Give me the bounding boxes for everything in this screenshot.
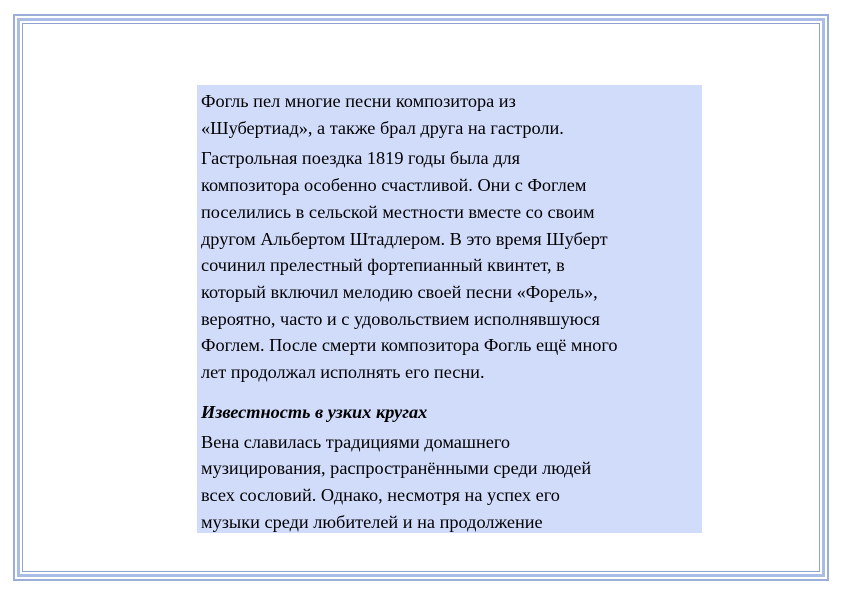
slide-text-box [197, 85, 702, 533]
paragraph-tour-1819: Гастрольная поездка 1819 годы была для композитора особенно счастливой. Они с Фоглем поселились в сельской местности вместе со своим другом Альбертом Штадлером. В это время Шуберт сочинил прелестный фортепианный квинтет, в который включил мелодию своей песни «Форель», вероятно, часто и с удовольствием исполнявшуюся Фоглем. После смерти композитора Фогль ещё много лет продолжал исполнять его песни. [201, 148, 618, 383]
section-heading: Известность в узких кругах [201, 401, 428, 422]
paragraph-vienna: Вена славилась традициями домашнего музицирования, распространёнными среди людей всех сословий. Однако, несмотря на успех его музыки среди любителей и на продолжение [201, 431, 592, 532]
paragraph-vogl-songs: Фогль пел многие песни композитора из «Шубертиад», а также брал друга на гастроли. [201, 91, 564, 138]
